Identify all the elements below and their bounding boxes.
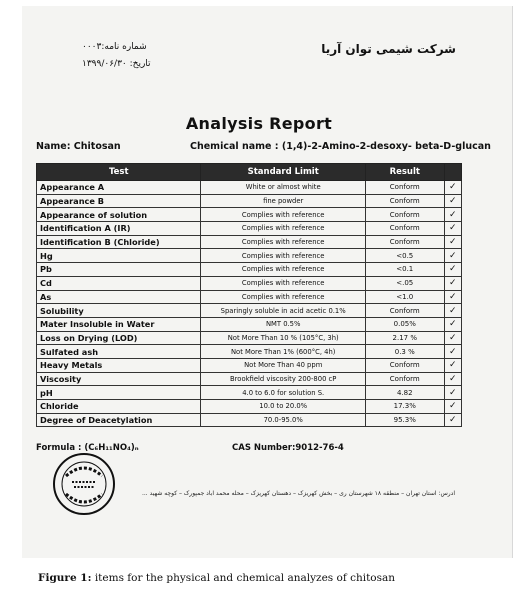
table-row [37, 263, 462, 277]
test-cell: Appearance B [37, 194, 201, 208]
test-cell: Appearance A [37, 181, 201, 195]
header-limit: Standard Limit [201, 164, 365, 181]
limit-cell: NMT 0.5% [201, 317, 365, 331]
limit-cell: fine powder [201, 194, 365, 208]
table-row [37, 372, 462, 386]
result-cell: Conform [365, 304, 444, 318]
check-cell: ✓ [444, 400, 461, 414]
test-cell: Pb [37, 263, 201, 277]
result-cell: 4.82 [365, 386, 444, 400]
result-cell: <0.1 [365, 263, 444, 277]
limit-cell: Complies with reference [201, 208, 365, 222]
table-row [37, 413, 462, 427]
check-cell: ✓ [444, 358, 461, 372]
limit-cell: Not More Than 1% (600°C, 4h) [201, 345, 365, 359]
result-cell: Conform [365, 208, 444, 222]
product-name: Name: Chitosan [36, 141, 121, 152]
test-cell: pH [37, 386, 201, 400]
result-cell: 95.3% [365, 413, 444, 427]
table-row [37, 208, 462, 222]
result-cell: Conform [365, 222, 444, 236]
header-result: Result [365, 164, 444, 181]
check-cell: ✓ [444, 331, 461, 345]
check-cell: ✓ [444, 208, 461, 222]
company-seal-stamp [52, 452, 116, 516]
result-cell: Conform [365, 235, 444, 249]
limit-cell: 10.0 to 20.0% [201, 400, 365, 414]
result-cell: <.05 [365, 276, 444, 290]
result-cell: Conform [365, 372, 444, 386]
table-row [37, 194, 462, 208]
result-cell: Conform [365, 181, 444, 195]
result-cell: Conform [365, 194, 444, 208]
check-cell: ✓ [444, 345, 461, 359]
table-row [37, 235, 462, 249]
test-cell: Heavy Metals [37, 358, 201, 372]
check-cell: ✓ [444, 222, 461, 236]
result-cell: Conform [365, 358, 444, 372]
check-cell: ✓ [444, 413, 461, 427]
header-check [444, 164, 461, 181]
chemical-name: Chemical name : (1,4)-2-Amino-2-desoxy- beta-D-glucan [190, 141, 491, 152]
test-cell: Cd [37, 276, 201, 290]
table-row [37, 345, 462, 359]
table-row [37, 249, 462, 263]
limit-cell: Not More Than 40 ppm [201, 358, 365, 372]
limit-cell: 4.0 to 6.0 for solution S. [201, 386, 365, 400]
check-cell: ✓ [444, 317, 461, 331]
limit-cell: Complies with reference [201, 235, 365, 249]
test-cell: Loss on Drying (LOD) [37, 331, 201, 345]
test-cell: Solubility [37, 304, 201, 318]
check-cell: ✓ [444, 304, 461, 318]
check-cell: ✓ [444, 181, 461, 195]
table-row [37, 222, 462, 236]
table-body [37, 181, 462, 427]
company-address: آدرس: استان تهران – منطقه ۱۸ شهرستان ری – بخش کهریزک – دهستان کهریزک – محله محمد آباد جمپورک – کوچه شهید ... [141, 490, 455, 497]
result-cell: 2.17 % [365, 331, 444, 345]
letter-date: تاریخ: ۱۳۹۹/۰۶/۳۰ [82, 59, 151, 69]
letter-number: شماره نامه:۰۰۰۳ [82, 42, 147, 52]
limit-cell: 70.0-95.0% [201, 413, 365, 427]
check-cell: ✓ [444, 372, 461, 386]
table-row [37, 358, 462, 372]
test-cell: Identification B (Chloride) [37, 235, 201, 249]
test-cell: Degree of Deacetylation [37, 413, 201, 427]
check-cell: ✓ [444, 386, 461, 400]
company-name: شرکت شیمی توان آریا [321, 42, 456, 56]
limit-cell: White or almost white [201, 181, 365, 195]
limit-cell: Complies with reference [201, 263, 365, 277]
result-cell: <1.0 [365, 290, 444, 304]
limit-cell: Sparingly soluble in acid acetic 0.1% [201, 304, 365, 318]
limit-cell: Brookfield viscosity 200-800 cP [201, 372, 365, 386]
limit-cell: Complies with reference [201, 290, 365, 304]
limit-cell: Complies with reference [201, 276, 365, 290]
table-row [37, 317, 462, 331]
table-row [37, 290, 462, 304]
table-row [37, 386, 462, 400]
header-test: Test [37, 164, 201, 181]
table-row [37, 276, 462, 290]
result-cell: 17.3% [365, 400, 444, 414]
table-row [37, 331, 462, 345]
result-cell: 0.3 % [365, 345, 444, 359]
table-row [37, 181, 462, 195]
figure-caption [38, 572, 395, 584]
limit-cell: Complies with reference [201, 249, 365, 263]
limit-cell: Complies with reference [201, 222, 365, 236]
check-cell: ✓ [444, 263, 461, 277]
table-row [37, 400, 462, 414]
check-cell: ✓ [444, 194, 461, 208]
chemical-formula: Formula : (C₆H₁₁NO₄)ₙ [36, 443, 139, 453]
test-cell: Appearance of solution [37, 208, 201, 222]
test-cell: Sulfated ash [37, 345, 201, 359]
analysis-table [36, 163, 462, 427]
check-cell: ✓ [444, 249, 461, 263]
figure-caption-text: items for the physical and chemical analyzes of chitosan [91, 572, 396, 584]
test-cell: As [37, 290, 201, 304]
result-cell: 0.05% [365, 317, 444, 331]
table-row [37, 304, 462, 318]
check-cell: ✓ [444, 290, 461, 304]
test-cell: Viscosity [37, 372, 201, 386]
result-cell: <0.5 [365, 249, 444, 263]
cas-number: CAS Number:9012-76-4 [232, 443, 344, 453]
limit-cell: Not More Than 10 % (105°C, 3h) [201, 331, 365, 345]
test-cell: Hg [37, 249, 201, 263]
figure-caption-label: Figure 1: [38, 572, 92, 584]
test-cell: Chloride [37, 400, 201, 414]
check-cell: ✓ [444, 276, 461, 290]
test-cell: Mater Insoluble in Water [37, 317, 201, 331]
report-title: Analysis Report [185, 114, 333, 133]
check-cell: ✓ [444, 235, 461, 249]
table-header-row [37, 164, 462, 181]
test-cell: Identification A (IR) [37, 222, 201, 236]
